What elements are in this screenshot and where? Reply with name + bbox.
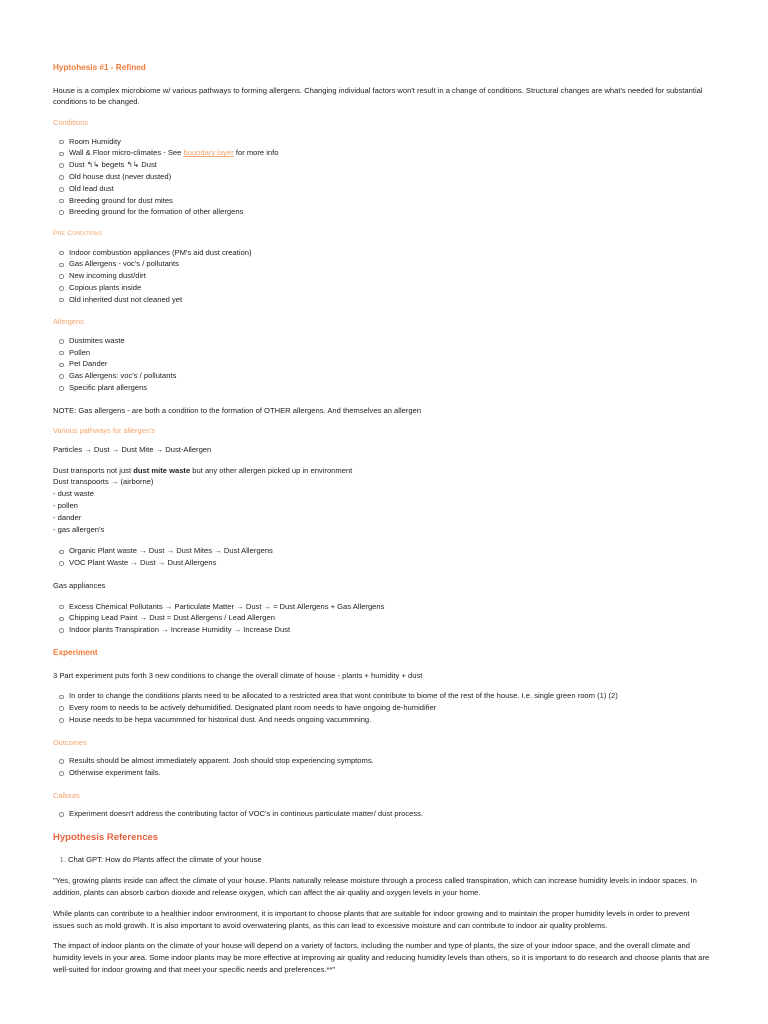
allergens-heading: Allergens xyxy=(53,317,84,327)
dust-transport-block xyxy=(53,465,712,536)
boundary-layer-link[interactable]: boundary layer xyxy=(183,148,234,158)
list-item: Every room to needs to be actively dehumidified. Designated plant room needs to have ongoing de-humidifier xyxy=(69,702,712,714)
list-item: Excess Chemical Pollutants → Particulate Matter → Dust → ≈ Dust Allergens + Gas Allergens xyxy=(69,601,712,613)
list-item: Chipping Lead Paint → Dust ≈ Dust Allergens / Lead Allergen xyxy=(69,612,712,624)
list-item: Gas Allergens - voc's / pollutants xyxy=(69,258,712,270)
outcomes-heading: Outcomes xyxy=(53,737,87,747)
list-item: Indoor plants Transpiration → Increase Humidity → Increase Dust xyxy=(69,624,712,636)
experiment-title: Experiment xyxy=(53,647,98,657)
text-span: Dust transports not just xyxy=(53,465,134,475)
gas-appliances-label: Gas appliances xyxy=(53,580,106,590)
bold-text: dust mite waste xyxy=(133,465,191,475)
list-item: Dustmites waste xyxy=(69,335,712,347)
text-line: - gas allergen's xyxy=(53,524,105,534)
pathways-heading: Various pathways for allergen's xyxy=(53,426,155,436)
list-item: New incoming dust/dirt xyxy=(69,270,712,282)
experiment-intro: 3 Part experiment puts forth 3 new conditions to change the overall climate of house - plants + humidity + dust xyxy=(53,670,423,680)
hypothesis-title: Hyptohesis #1 - Refined xyxy=(53,63,146,72)
pre-conditions-list xyxy=(53,247,712,306)
reference-paragraph: The impact of indoor plants on the climate of your house will depend on a variety of factors, including the number and type of plants, the size of your indoor space, and the overall climate and humidity levels in your area. Some indoor plants may be more effective at improving air quality and reducing humidity levels than others, so it is important to do research and choose plants that are well-suited for indoor growing and that meet your specific needs and preferences.**" xyxy=(53,941,710,974)
list-item: Organic Plant waste → Dust → Dust Mites → Dust Allergens xyxy=(69,545,712,557)
experiment-list xyxy=(53,690,712,725)
plant-pathways-list xyxy=(53,545,712,569)
list-item: Pet Dander xyxy=(69,358,712,370)
list-item: VOC Plant Waste → Dust → Dust Allergens xyxy=(69,557,712,569)
list-item: Dust ↰↳ begets ↰↳ Dust xyxy=(69,159,712,171)
conditions-heading: Conditions xyxy=(53,118,88,128)
outcomes-list xyxy=(53,755,712,779)
list-item: Old house dust (never dusted) xyxy=(69,171,712,183)
list-item-text: Wall & Floor micro-climates - See xyxy=(69,148,184,158)
text-line: - dust waste xyxy=(53,489,94,499)
list-item xyxy=(69,147,712,159)
text-line: - dander xyxy=(53,512,82,522)
text-line: Dust transpoorts → (airborne) xyxy=(53,477,154,487)
references-list xyxy=(53,854,712,866)
particles-pathway: Particles → Dust → Dust Mite → Dust-Allergen xyxy=(53,444,212,454)
list-item: Otherwise experiment fails. xyxy=(69,767,712,779)
conditions-list xyxy=(53,136,712,218)
allergens-list xyxy=(53,335,712,394)
text-line: - pollen xyxy=(53,501,78,511)
reference-paragraph: While plants can contribute to a healthier indoor environment, it is important to choose plants that are suitable for indoor growing and to maintain the proper humidity levels in order to prevent issues such as mold growth. It is also important to avoid overwatering plants, as this can lead to excessive moisture and can contribute to indoor air quality problems. xyxy=(53,908,690,930)
list-item: 1. Chat GPT: How do Plants affect the climate of your house xyxy=(68,854,712,866)
list-item: Old inherited dust not cleaned yet xyxy=(69,294,712,306)
pre-conditions-heading: Pre Conditions xyxy=(53,230,102,238)
list-item: Experiment doesn't address the contributing factor of VOC's in continous particulate matter/ dust process. xyxy=(69,808,712,820)
dust-transport-line xyxy=(53,465,712,477)
list-item: Results should be almost immediately apparent. Josh should stop experiencing symptoms. xyxy=(69,755,712,767)
text-span: but any other allergen picked up in environment xyxy=(190,465,353,475)
reference-paragraph: "Yes, growing plants inside can affect the climate of your house. Plants naturally release moisture through a process called transpiration, which can increase humidity levels in indoor spaces. In addition, plants can absorb carbon dioxide and release oxygen, which can affect the air quality and oxygen levels in your home. xyxy=(53,876,697,898)
list-item: Old lead dust xyxy=(69,183,712,195)
list-item: Pollen xyxy=(69,347,712,359)
list-item: House needs to be hepa vacummned for historical dust. And needs ongoing vacummning. xyxy=(69,714,712,726)
gas-allergen-note: NOTE: Gas allergens - are both a condition to the formation of OTHER allergens. And themselves an allergen xyxy=(53,405,422,415)
list-item: Gas Allergens: voc's / pollutants xyxy=(69,370,712,382)
hypothesis-intro: House is a complex microbiome w/ various pathways to forming allergens. Changing individual factors won't result in a change of conditions. Structural changes are what's needed for substantial conditions to be changed. xyxy=(53,85,703,107)
list-item: In order to change the conditions plants need to be allocated to a restricted area that wont contribute to biome of the rest of the house. I.e. single green room (1) (2) xyxy=(69,690,712,702)
list-item: Specific plant allergens xyxy=(69,382,712,394)
gas-appliances-list xyxy=(53,601,712,636)
list-item: Room Humidity xyxy=(69,136,712,148)
list-item: Breeding ground for the formation of other allergens xyxy=(69,206,712,218)
list-item: Breeding ground for dust mites xyxy=(69,195,712,207)
references-title: Hypothesis References xyxy=(53,831,159,843)
list-item: Indoor combustion appliances (PM's aid dust creation) xyxy=(69,247,712,259)
callouts-list xyxy=(53,808,712,820)
list-item-text: for more info xyxy=(233,148,279,158)
list-item: Copious plants inside xyxy=(69,282,712,294)
callouts-heading: Callouts xyxy=(53,790,80,800)
